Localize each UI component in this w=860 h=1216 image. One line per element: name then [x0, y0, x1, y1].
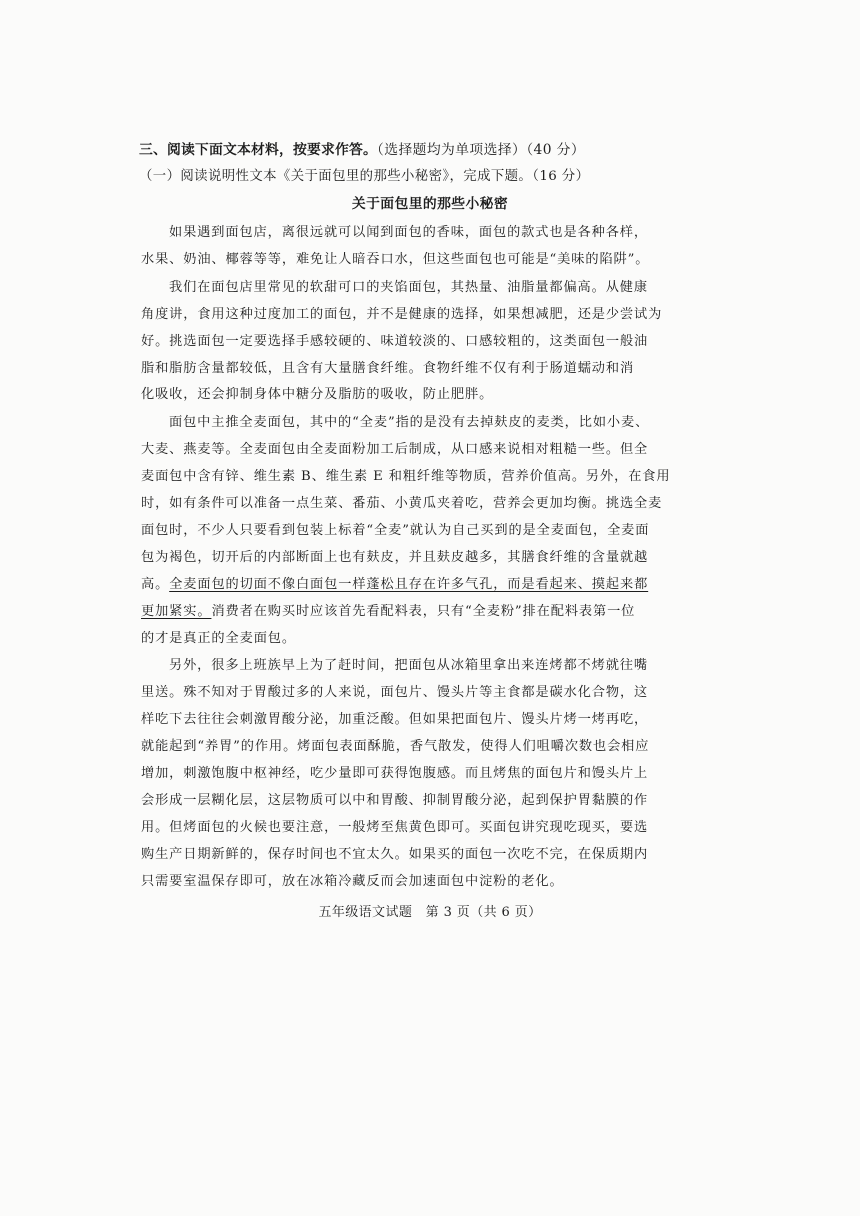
page-footer: 五年级语文试题 第 3 页（共 6 页）	[318, 905, 542, 920]
paragraph-4-line-9: 只需要室温保存即可，放在冰箱冷藏反而会加速面包中淀粉的老化。	[141, 874, 564, 889]
section-heading-bold: 三、阅读下面文本材料，按要求作答。	[139, 142, 377, 158]
paragraph-2-line-1: 我们在面包店里常见的软甜可口的夹馅面包，其热量、油脂量都偏高。从健康	[169, 280, 648, 295]
paragraph-4-line-3: 样吃下去往往会刺激胃酸分泌，加重泛酸。但如果把面包片、馒头片烤一烤再吃，	[141, 712, 649, 727]
section-heading	[139, 140, 585, 160]
paragraph-3-line-4: 时，如有条件可以准备一点生菜、番茄、小黄瓜夹着吃，营养会更加均衡。挑选全麦	[141, 496, 663, 511]
paragraph-4-line-1: 另外，很多上班族早上为了赶时间，把面包从冰箱里拿出来连烤都不烤就往嘴	[169, 658, 648, 673]
paragraph-4-line-5: 增加，刺激饱腹中枢神经，吃少量即可获得饱腹感。而且烤焦的面包片和馒头片上	[141, 766, 649, 781]
paragraph-3-line-2: 大麦、燕麦等。全麦面包由全麦面粉加工后制成，从口感来说相对粗糙一些。但全	[141, 442, 649, 457]
plain-text: 高。	[141, 577, 170, 592]
section-heading-note: （选择题均为单项选择）（40 分）	[376, 142, 586, 158]
paragraph-3-line-5: 面包时，不少人只要看到包装上标着“全麦”就认为自己买到的是全麦面包，全麦面	[141, 523, 650, 538]
paragraph-4-line-7: 用。但烤面包的火候也要注意，一般烤至焦黄色即可。买面包讲究现吃现买，要选	[141, 820, 649, 835]
paragraph-2-line-4: 脂和脂肪含量都较低，且含有大量膳食纤维。食物纤维不仅有利于肠道蠕动和消	[141, 361, 635, 376]
paragraph-2-line-2: 角度讲，食用这种过度加工的面包，并不是健康的选择，如果想减肥，还是少尝试为	[141, 307, 663, 322]
plain-text: 消费者在购买时应该首先看配料表，只有“全麦粉”排在配料表第一位	[211, 604, 636, 619]
underlined-sentence-part-1: 全麦面包的切面不像白面包一样蓬松且存在许多气孔，而是看起来、摸起来都	[169, 577, 649, 592]
underlined-sentence-part-2: 更加紧实。	[141, 604, 212, 619]
paragraph-2-line-5: 化吸收，还会抑制身体中糖分及脂肪的吸收，防止肥胖。	[141, 387, 494, 402]
paragraph-3-line-8	[141, 602, 676, 622]
paragraph-3-line-1: 面包中主推全麦面包，其中的“全麦”指的是没有去掉麸皮的麦类，比如小麦、	[169, 415, 650, 430]
paragraph-1-line-2: 水果、奶油、椰蓉等等，难免让人暗吞口水，但这些面包也可能是“美味的陷阱”。	[141, 252, 650, 267]
subsection-heading: （一）阅读说明性文本《关于面包里的那些小秘密》，完成下题。（16 分）	[139, 169, 590, 184]
paragraph-3-line-9: 的才是真正的全麦面包。	[141, 631, 296, 646]
paragraph-3-line-3: 麦面包中含有锌、维生素 B、维生素 E 和粗纤维等物质，营养价值高。另外，在食用	[141, 469, 671, 484]
paragraph-4-line-8: 购生产日期新鲜的，保存时间也不宜太久。如果买的面包一次吃不完，在保质期内	[141, 847, 649, 862]
paragraph-1-line-1: 如果遇到面包店，离很远就可以闻到面包的香味，面包的款式也是各种各样，	[169, 225, 648, 240]
paragraph-4-line-4: 就能起到“养胃”的作用。烤面包表面酥脆，香气散发，使得人们咀嚼次数也会相应	[141, 739, 650, 754]
paragraph-4-line-6: 会形成一层糊化层，这层物质可以中和胃酸、抑制胃酸分泌，起到保护胃黏膜的作	[141, 793, 649, 808]
paragraph-2-line-3: 好。挑选面包一定要选择手感较硬的、味道较淡的、口感较粗的，这类面包一般油	[141, 334, 649, 349]
paragraph-4-line-2: 里送。殊不知对于胃酸过多的人来说，面包片、馒头片等主食都是碳水化合物，这	[141, 685, 649, 700]
article-title: 关于面包里的那些小秘密	[351, 196, 509, 212]
paragraph-3-line-6: 包为褐色，切开后的内部断面上也有麸皮，并且麸皮越多，其膳食纤维的含量就越	[141, 550, 649, 565]
paragraph-3-line-7	[141, 575, 676, 595]
